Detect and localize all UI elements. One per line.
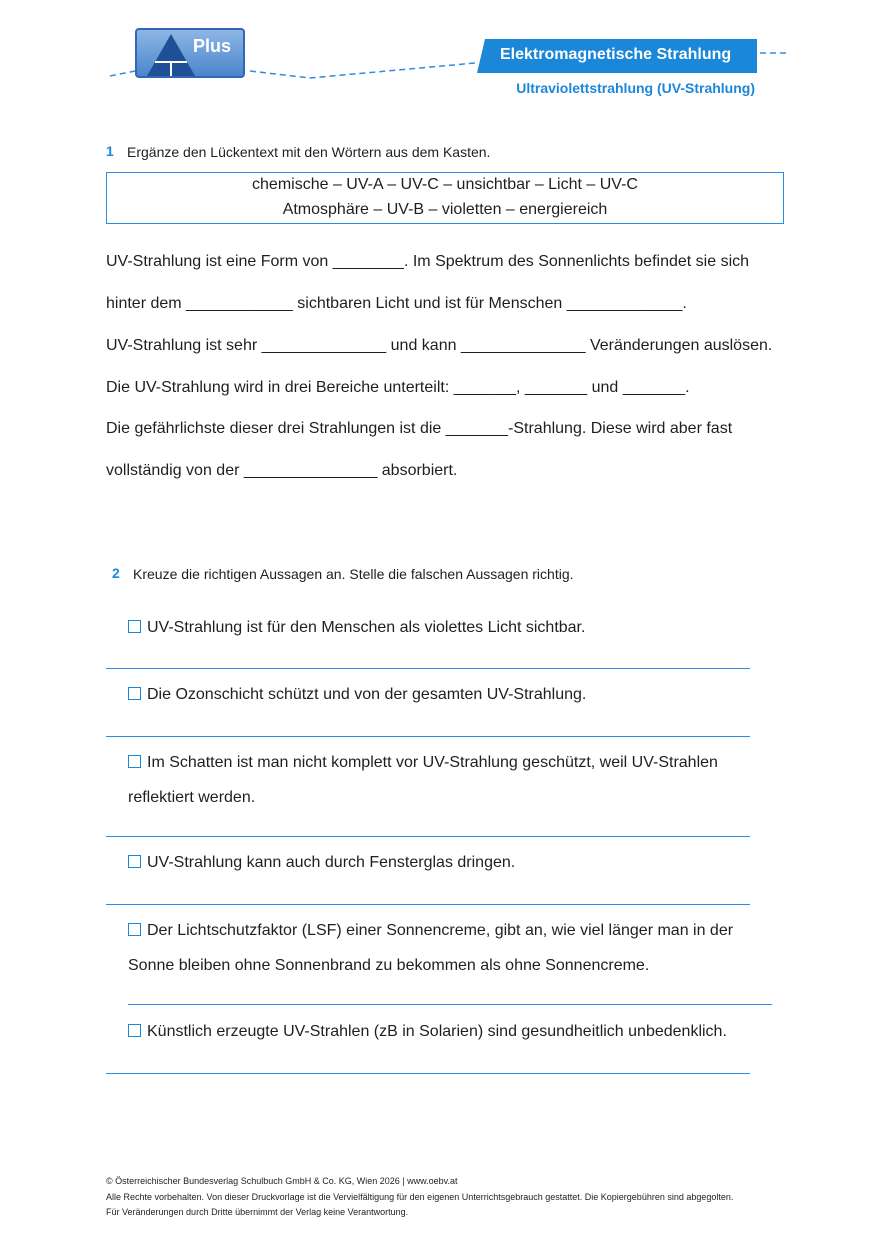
statement-4 (128, 854, 515, 872)
statement-3-checkbox[interactable] (128, 755, 141, 768)
statement-6 (128, 1023, 727, 1041)
logo-plus-text: Plus (193, 36, 232, 56)
word-box-line-1: chemische – UV-A – UV-C – unsichtbar – Licht – UV-C (252, 176, 638, 193)
footer-copyright: © Österreichischer Bundesverlag Schulbuch GmbH & Co. KG, Wien 2026 | www.oebv.at (106, 1176, 458, 1186)
answer-line-4[interactable] (106, 904, 750, 905)
cloze-line-1: UV-Strahlung ist eine Form von ________. Im Spektrum des Sonnenlichts befindet sie sich (106, 253, 750, 270)
cloze-line-2: hinter dem ____________ sichtbaren Licht und ist für Menschen _____________. (106, 295, 687, 312)
cloze-line-6: vollständig von der _______________ absorbiert. (106, 462, 458, 479)
task-1-instruction: Ergänze den Lückentext mit den Wörtern aus dem Kasten. (127, 144, 491, 160)
statement-2-checkbox[interactable] (128, 687, 141, 700)
statement-3 (128, 754, 718, 772)
footer-rights: Alle Rechte vorbehalten. Von dieser Druckvorlage ist die Vervielfältigung für den eigenen Unterrichtsgebrauch gestattet. Die Kopiergebühren sind abgegolten. (106, 1192, 734, 1202)
statement-5 (128, 922, 733, 940)
statement-2-text: Die Ozonschicht schützt und von der gesamten UV-Strahlung. (147, 686, 587, 703)
statement-6-checkbox[interactable] (128, 1024, 141, 1037)
footer-disclaimer: Für Veränderungen durch Dritte übernimmt der Verlag keine Verantwortung. (106, 1207, 409, 1217)
statement-6-text: Künstlich erzeugte UV-Strahlen (zB in Solarien) sind gesundheitlich unbedenklich. (147, 1023, 727, 1040)
cloze-line-3: UV-Strahlung ist sehr ______________ und kann ______________ Veränderungen auslösen. (106, 337, 773, 354)
task-2-number: 2 (112, 565, 120, 581)
cloze-line-4: Die UV-Strahlung wird in drei Bereiche unterteilt: _______, _______ und _______. (106, 379, 690, 396)
triangle-logo-icon (145, 32, 197, 78)
statement-5-continued: Sonne bleiben ohne Sonnenbrand zu bekommen als ohne Sonnencreme. (128, 957, 650, 974)
statement-1 (128, 619, 585, 637)
answer-line-1[interactable] (106, 668, 750, 669)
answer-line-5[interactable] (128, 1004, 772, 1005)
answer-line-6[interactable] (106, 1073, 750, 1074)
statement-5-checkbox[interactable] (128, 923, 141, 936)
publisher-logo (135, 28, 245, 78)
statement-1-text: UV-Strahlung ist für den Menschen als violettes Licht sichtbar. (147, 619, 586, 636)
topic-title: Elektromagnetische Strahlung (500, 46, 732, 63)
statement-5-text: Der Lichtschutzfaktor (LSF) einer Sonnencreme, gibt an, wie viel länger man in der (147, 922, 734, 939)
answer-line-2[interactable] (106, 736, 750, 737)
statement-1-checkbox[interactable] (128, 620, 141, 633)
statement-4-checkbox[interactable] (128, 855, 141, 868)
word-box-line-2: Atmosphäre – UV-B – violetten – energiereich (282, 201, 608, 218)
task-2-instruction: Kreuze die richtigen Aussagen an. Stelle die falschen Aussagen richtig. (133, 566, 574, 582)
statement-2 (128, 686, 586, 704)
statement-3-continued: reflektiert werden. (128, 789, 256, 806)
task-1-number: 1 (106, 143, 114, 159)
answer-line-3[interactable] (106, 836, 750, 837)
subtopic-title: Ultraviolettstrahlung (UV-Strahlung) (516, 80, 755, 96)
cloze-line-5: Die gefährlichste dieser drei Strahlungen ist die _______-Strahlung. Diese wird aber fast (106, 420, 733, 437)
statement-4-text: UV-Strahlung kann auch durch Fensterglas dringen. (147, 854, 516, 871)
statement-3-text: Im Schatten ist man nicht komplett vor UV-Strahlung geschützt, weil UV-Strahlen (147, 754, 718, 771)
